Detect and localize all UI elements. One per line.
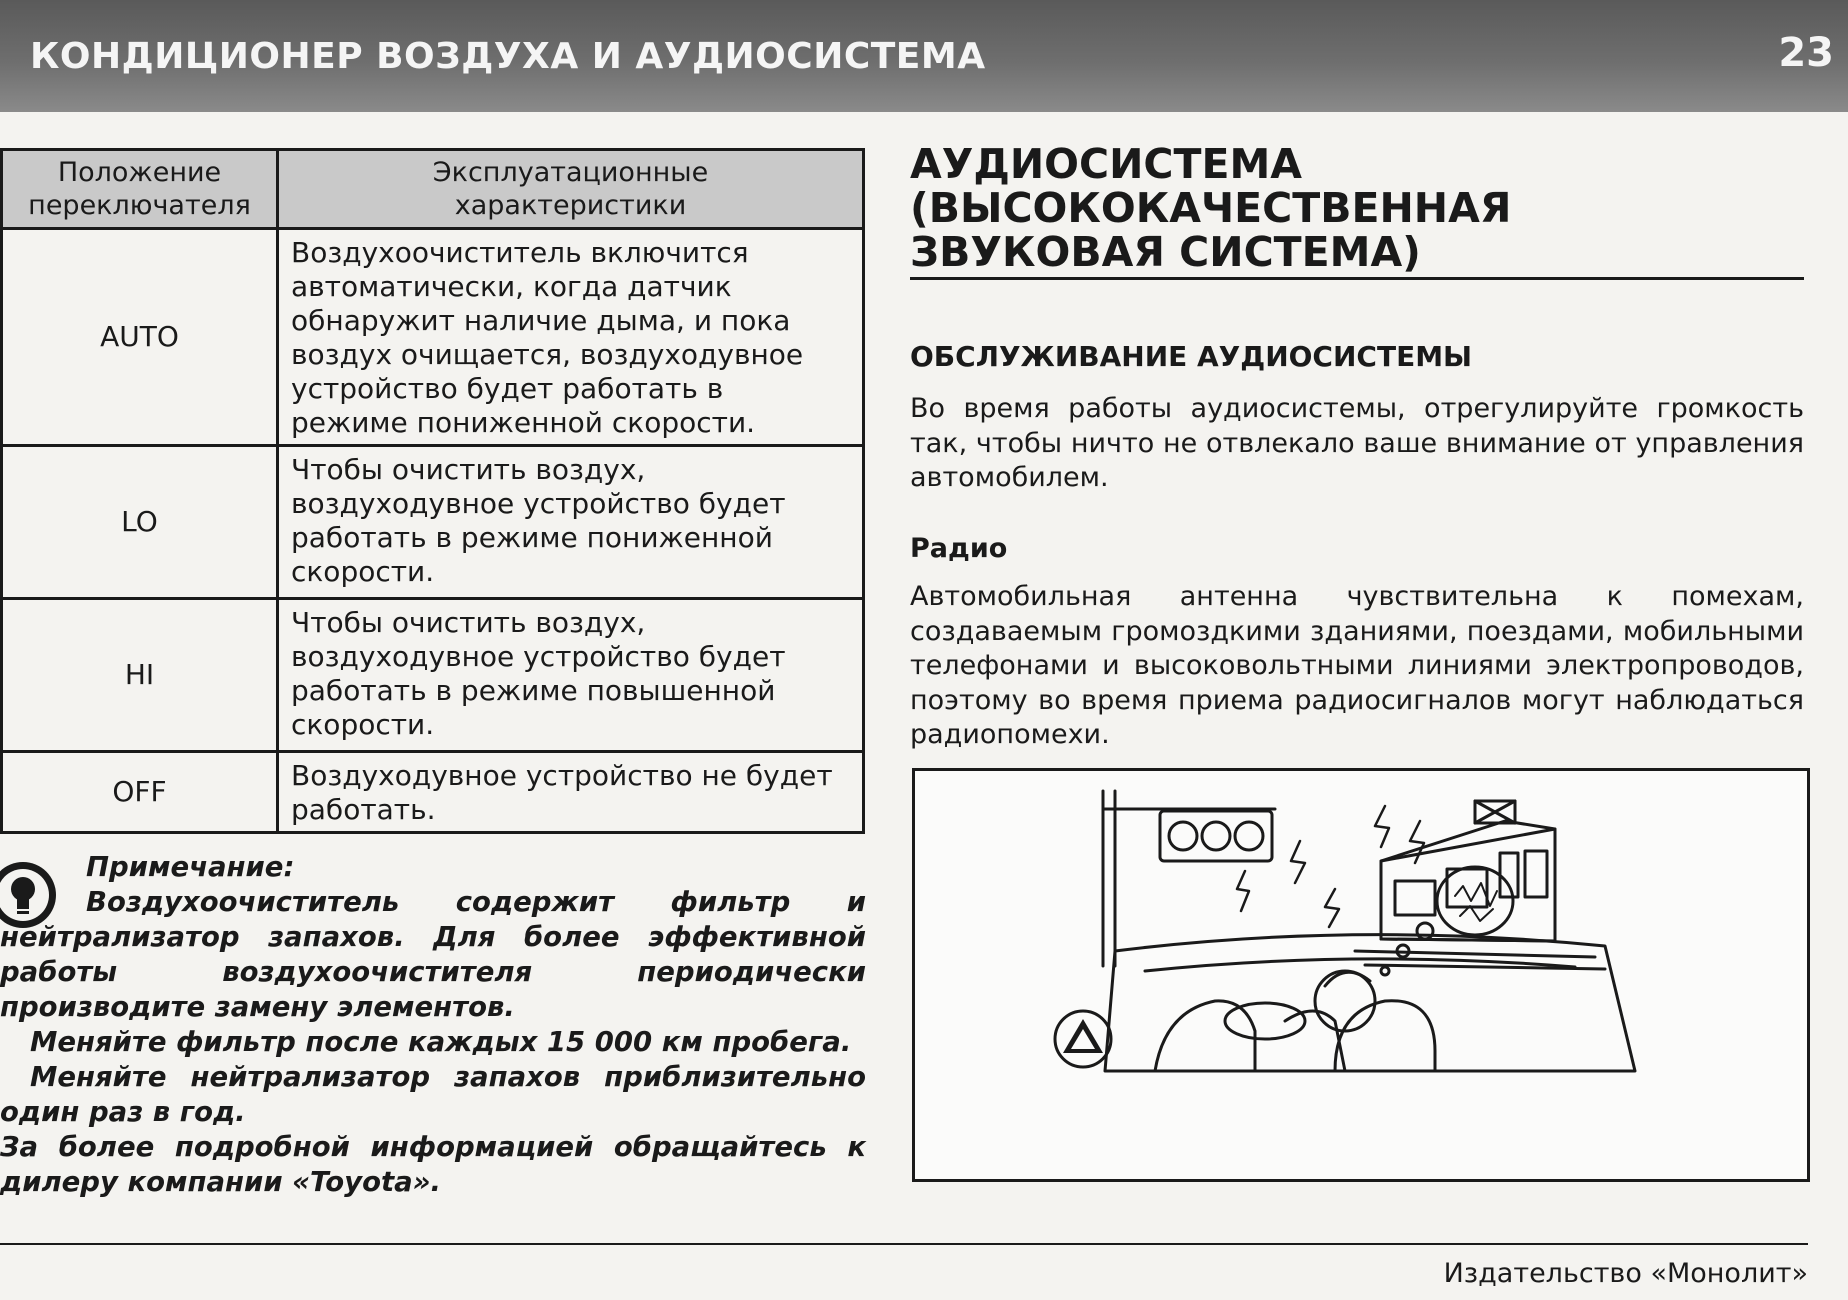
page-number: 23 [1778,30,1834,76]
chapter-title: КОНДИЦИОНЕР ВОЗДУХА И АУДИОСИСТЕМА [30,36,986,77]
table-row [2,446,864,599]
note-paragraph: Меняйте нейтрализатор запахов приблизительно один раз в год. [0,1061,866,1128]
section-title: АУДИОСИСТЕМА (ВЫСОКОКАЧЕСТВЕННАЯ ЗВУКОВАЯ СИСТЕМА) [910,140,1512,276]
switch-position-cell: OFF [2,752,278,833]
page-header [0,0,1848,112]
table-row [2,599,864,752]
note-heading: Примечание: [86,851,295,883]
characteristics-cell: Воздухоочиститель включится автоматически, когда датчик обнаружит наличие дыма, и пока воздух очищается, воздуходувное устройство будет работать в режиме пониженной скорости. [278,229,864,446]
column-header-characteristics: Эксплуатационные характеристики [278,150,864,229]
column-header-position: Положение переключателя [2,150,278,229]
interference-scene [915,771,1807,1179]
air-purifier-mode-table [0,148,865,834]
title-divider [910,277,1804,280]
note-paragraph: Меняйте фильтр после каждых 15 000 км пробега. [30,1026,852,1058]
characteristics-cell: Чтобы очистить воздух, воздуходувное устройство будет работать в режиме повышенной скорости. [278,599,864,752]
note-paragraph: Воздухоочиститель содержит фильтр и нейтрализатор запахов. Для более эффективной работы воздухоочистителя периодически производите замену элементов. [0,886,866,1023]
table-row [2,752,864,833]
warning-icon [1055,1011,1111,1067]
switch-position-cell: HI [2,599,278,752]
subsection-heading: ОБСЛУЖИВАНИЕ АУДИОСИСТЕМЫ [910,340,1473,373]
radio-heading: Радио [910,533,1008,564]
note-block [0,850,866,1200]
paragraph-radio-interference: Автомобильная антенна чувствительна к помехам, создаваемым громоздкими зданиями, поездами, мобильными телефонами и высоковольтными линиями электропроводов, поэтому во время приема радиосигналов могут наблюдаться радиопомехи. [910,581,1804,750]
characteristics-cell: Чтобы очистить воздух, воздуходувное устройство будет работать в режиме пониженной скорости. [278,446,864,599]
paragraph-volume: Во время работы аудиосистемы, отрегулируйте громкость так, чтобы ничто не отвлекало ваше внимание от управления автомобилем. [910,393,1804,493]
publisher-credit: Издательство «Монолит» [1443,1258,1808,1289]
characteristics-cell: Воздуходувное устройство не будет работать. [278,752,864,833]
switch-position-cell: AUTO [2,229,278,446]
table-header-row [2,150,864,229]
table-row [2,229,864,446]
radio-interference-illustration [912,768,1810,1182]
footer-divider [0,1243,1808,1245]
switch-position-cell: LO [2,446,278,599]
note-paragraph: За более подробной информацией обращайтесь к дилеру компании «Toyota». [0,1131,866,1198]
